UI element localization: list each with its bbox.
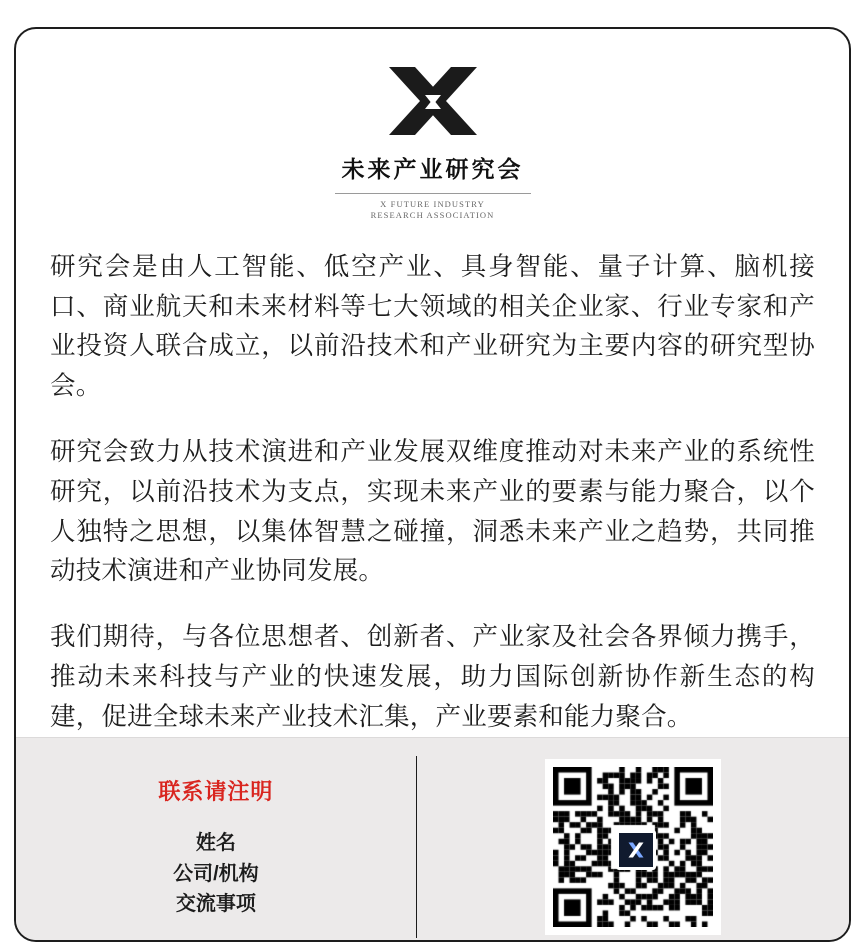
paragraph-2: 研究会致力从技术演进和产业发展双维度推动对未来产业的系统性研究，以前沿技术为支点，实现未来产业的要素与能力聚合，以个人独特之思想，以集体智慧之碰撞，洞悉未来产业之趋势，共同推动技术演进和产业协同发展。 xyxy=(50,438,815,586)
body-text xyxy=(16,222,849,737)
contact-instructions xyxy=(16,775,416,919)
paragraph-3: 我们期待，与各位思想者、创新者、产业家及社会各界倾力携手，推动未来科技与产业的快速发展，助力国际创新协作新生态的构建，促进全球未来产业技术汇集，产业要素和能力聚合。 xyxy=(50,623,815,731)
info-card xyxy=(14,27,851,942)
contact-item-topic: 交流事项 xyxy=(175,893,256,916)
logo-name-en-line2: RESEARCH ASSOCIATION xyxy=(370,210,495,221)
qr-area xyxy=(417,759,849,935)
contact-footer xyxy=(16,737,849,942)
logo-divider xyxy=(335,193,531,194)
qr-code-icon[interactable] xyxy=(545,759,721,935)
qr-center-logo-icon xyxy=(616,830,656,870)
logo-name-en xyxy=(371,199,495,222)
contact-item-name: 姓名 xyxy=(195,832,236,855)
logo-name-cn: 未来产业研究会 xyxy=(341,157,524,182)
contact-item-company: 公司/机构 xyxy=(173,862,259,885)
logo-block xyxy=(16,29,849,222)
paragraph-1: 研究会是由人工智能、低空产业、具身智能、量子计算、脑机接口、商业航天和未来材料等七大领域的相关企业家、行业专家和产业投资人联合成立，以前沿技术和产业研究为主要内容的研究型协会。 xyxy=(50,252,815,401)
logo-name-en-line1: X FUTURE INDUSTRY xyxy=(380,199,485,209)
contact-title: 联系请注明 xyxy=(158,779,274,805)
x-logo-icon xyxy=(385,65,481,137)
